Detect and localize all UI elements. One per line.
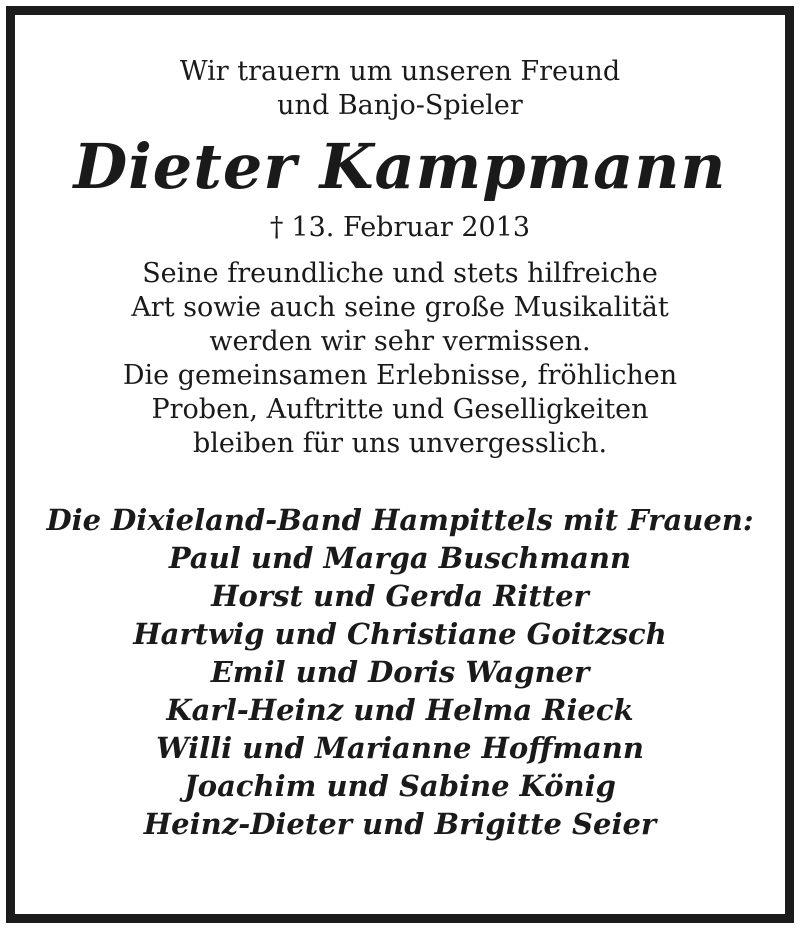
message-line: Seine freundliche und stets hilfreiche: [142, 258, 658, 289]
message-line: werden wir sehr vermissen.: [209, 326, 591, 357]
signers-heading: Die Dixieland-Band Hampittels mit Frauen:: [46, 503, 754, 537]
death-date: 13. Februar 2013: [291, 212, 531, 243]
signers-block: [15, 501, 785, 843]
death-date-line: [15, 211, 785, 245]
signer-name: Hartwig und Christiane Goitzsch: [133, 617, 667, 651]
message-line: bleiben für uns unvergesslich.: [192, 428, 608, 459]
obituary-border-frame: [6, 6, 794, 923]
message-line: Proben, Auftritte und Geselligkeiten: [151, 394, 649, 425]
obituary-content: [15, 55, 785, 843]
signer-name: Joachim und Sabine König: [184, 769, 616, 803]
intro-line: und Banjo-Spieler: [277, 90, 523, 121]
message-line: Art sowie auch seine große Musikalität: [131, 292, 669, 323]
signer-name: Emil und Doris Wagner: [210, 655, 590, 689]
message-line: Die gemeinsamen Erlebnisse, fröhlichen: [122, 360, 678, 391]
condolence-message: [15, 257, 785, 461]
cross-icon: †: [269, 212, 284, 243]
signer-name: Paul und Marga Buschmann: [168, 541, 632, 575]
signer-name: Willi und Marianne Hoffmann: [156, 731, 644, 765]
intro-block: [15, 55, 785, 123]
signer-name: Heinz-Dieter und Brigitte Seier: [143, 807, 657, 841]
intro-line: Wir trauern um unseren Freund: [179, 56, 621, 87]
deceased-name: Dieter Kampmann: [73, 130, 727, 203]
signer-name: Horst und Gerda Ritter: [211, 579, 589, 613]
signer-name: Karl-Heinz und Helma Rieck: [166, 693, 634, 727]
